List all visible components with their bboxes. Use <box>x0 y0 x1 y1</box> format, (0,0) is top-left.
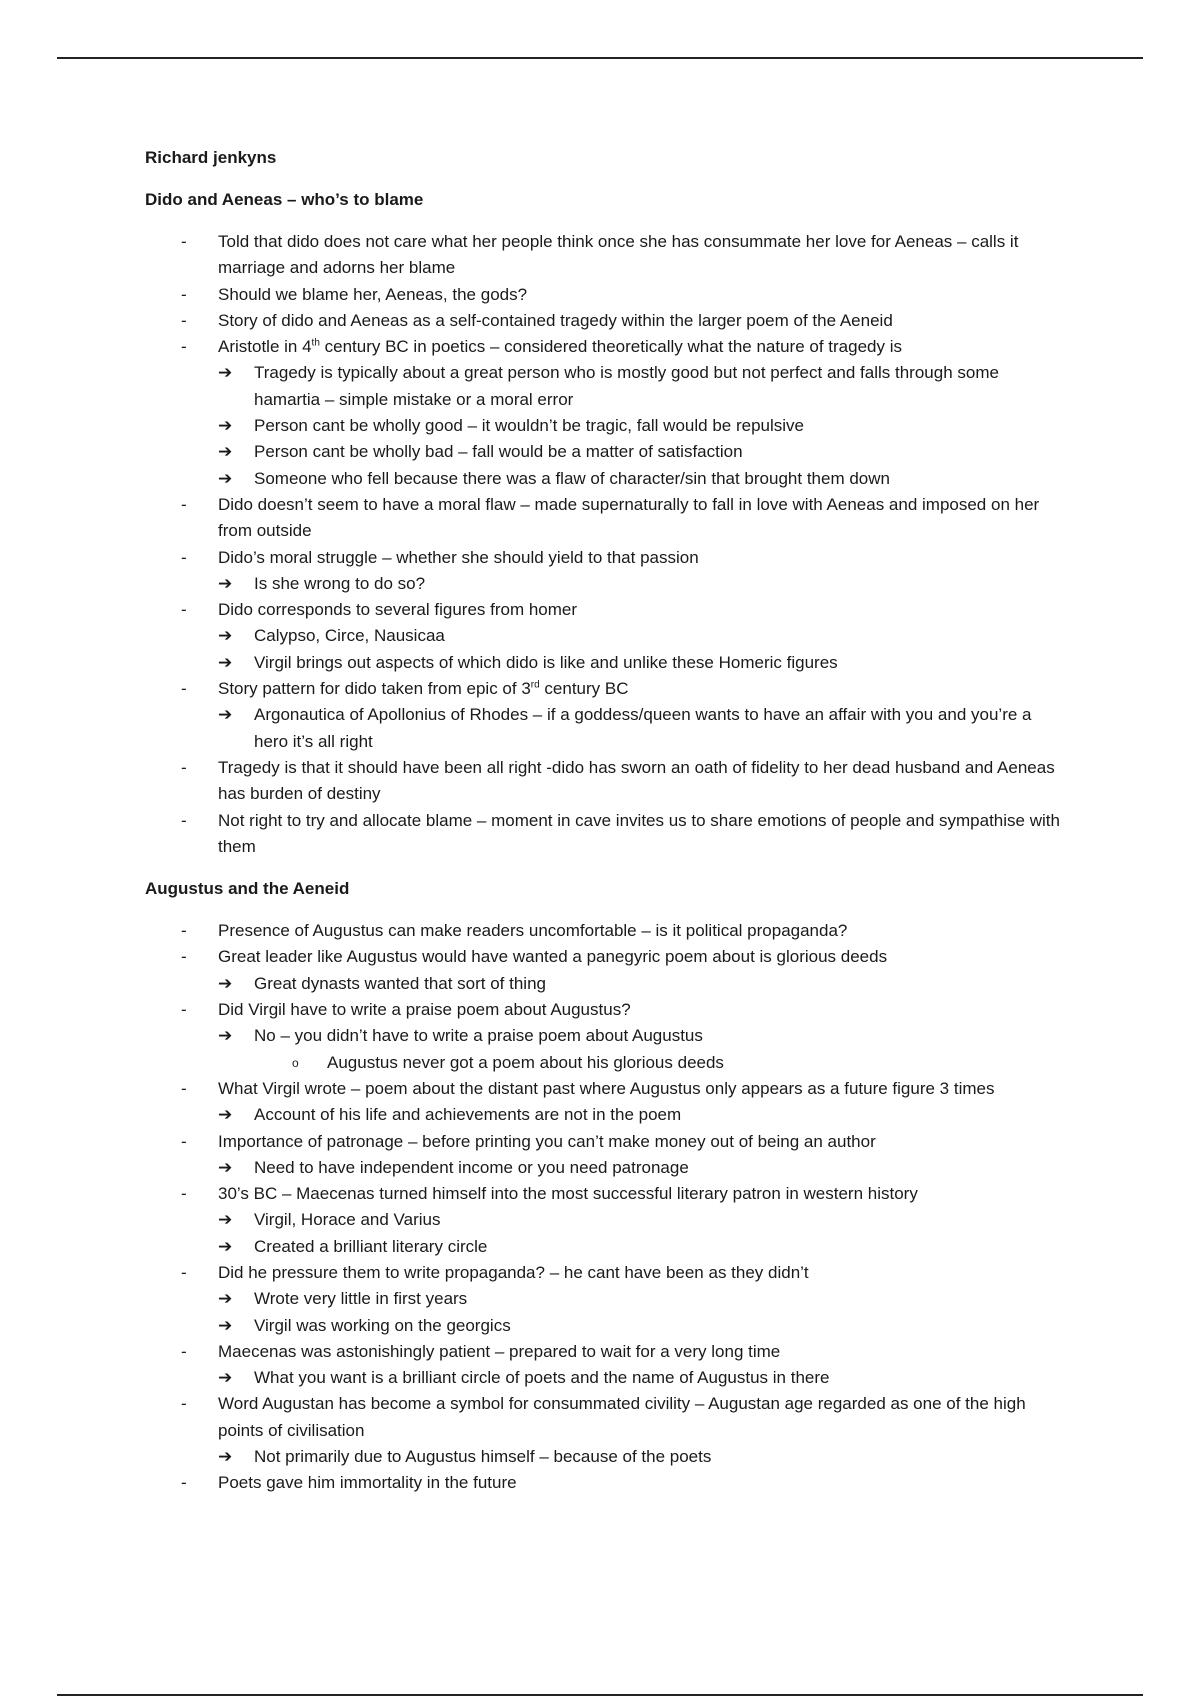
list-item: - Importance of patronage – before printing you can’t make money out of being an author ➔ Need to have independent income or you need patronage <box>145 1129 1065 1182</box>
section-heading: Augustus and the Aeneid <box>145 879 350 899</box>
dash-marker: - <box>181 1131 187 1151</box>
section-heading: Dido and Aeneas – who’s to blame <box>145 190 424 209</box>
header-rule <box>57 57 1143 59</box>
dash-marker: - <box>181 679 187 699</box>
sub-list <box>218 1286 1065 1339</box>
arrow-icon: ➔ <box>218 416 233 436</box>
circle-bullet-icon: o <box>292 1055 299 1070</box>
dash-marker: - <box>181 757 187 777</box>
sub-list <box>218 1155 1065 1181</box>
sub-list-item: ➔ Account of his life and achievements are not in the poem <box>218 1102 1065 1128</box>
dash-marker: - <box>181 1000 187 1020</box>
sub-list-item: ➔ Virgil was working on the georgics <box>218 1313 1065 1339</box>
arrow-icon: ➔ <box>218 1236 233 1256</box>
sub-list-item: ➔ Wrote very little in first years <box>218 1286 1065 1312</box>
sub-sub-list <box>218 1050 1065 1076</box>
sub-list-item: ➔ Argonautica of Apollonius of Rhodes – if a goddess/queen wants to have an affair with you and you’re a hero it’s all right <box>218 702 1065 755</box>
list-item: - Story pattern for dido taken from epic of 3rd century BC ➔ Argonautica of Apollonius of Rhodes – if a goddess/queen wants to have an affair with you and you’re a hero it’s all right <box>145 676 1065 755</box>
list-item: - Maecenas was astonishingly patient – prepared to wait for a very long time ➔ What you want is a brilliant circle of poets and the name of Augustus in there <box>145 1339 1065 1392</box>
arrow-icon: ➔ <box>218 573 233 593</box>
sub-list <box>218 1023 1065 1049</box>
dash-marker: - <box>181 547 187 567</box>
sub-list-item: ➔ Person cant be wholly good – it wouldn’t be tragic, fall would be repulsive <box>218 413 1065 439</box>
dash-marker: - <box>181 947 187 967</box>
dash-marker: - <box>181 310 187 330</box>
arrow-icon: ➔ <box>218 705 233 725</box>
dash-marker: - <box>181 921 187 941</box>
arrow-icon: ➔ <box>218 442 233 462</box>
list-item: - Not right to try and allocate blame – moment in cave invites us to share emotions of people and sympathise with them <box>145 808 1065 861</box>
arrow-icon: ➔ <box>218 1447 233 1467</box>
bullet-list <box>145 229 1065 860</box>
sub-list <box>218 1365 1065 1391</box>
dash-marker: - <box>181 284 187 304</box>
sub-list <box>218 360 1065 491</box>
sub-list <box>218 702 1065 755</box>
sub-list <box>218 971 1065 997</box>
sub-list-item: ➔ Virgil brings out aspects of which dido is like and unlike these Homeric figures <box>218 650 1065 676</box>
list-item: - 30’s BC – Maecenas turned himself into the most successful literary patron in western history ➔ Virgil, Horace and Varius ➔ Created a brilliant literary circle <box>145 1181 1065 1260</box>
arrow-icon: ➔ <box>218 1368 233 1388</box>
dash-marker: - <box>181 1184 187 1204</box>
arrow-icon: ➔ <box>218 973 233 993</box>
list-item: - Poets gave him immortality in the future <box>145 1470 1065 1496</box>
list-item: - Did he pressure them to write propaganda? – he cant have been as they didn’t ➔ Wrote very little in first years ➔ Virgil was working on the georgics <box>145 1260 1065 1339</box>
sub-list <box>218 623 1065 676</box>
dash-marker: - <box>181 810 187 830</box>
arrow-icon: ➔ <box>218 1026 233 1046</box>
arrow-icon: ➔ <box>218 1157 233 1177</box>
dash-marker: - <box>181 337 187 357</box>
sub-list-item: ➔ Tragedy is typically about a great person who is mostly good but not perfect and falls through some hamartia – simple mistake or a moral error <box>218 360 1065 413</box>
sub-list-item: ➔ Need to have independent income or you need patronage <box>218 1155 1065 1181</box>
sub-list-item: ➔ Created a brilliant literary circle <box>218 1234 1065 1260</box>
dash-marker: - <box>181 1341 187 1361</box>
sub-sub-list-item: o Augustus never got a poem about his glorious deeds <box>218 1050 1065 1076</box>
list-item: - Dido corresponds to several figures from homer ➔ Calypso, Circe, Nausicaa ➔ Virgil brings out aspects of which dido is like and unlike these Homeric figures <box>145 597 1065 676</box>
arrow-icon: ➔ <box>218 626 233 646</box>
sub-list <box>218 1102 1065 1128</box>
arrow-icon: ➔ <box>218 1210 233 1230</box>
arrow-icon: ➔ <box>218 652 233 672</box>
list-item: - Aristotle in 4th century BC in poetics – considered theoretically what the nature of tragedy is ➔ Tragedy is typically about a great person who is mostly good but not perfect and falls through some hamartia – simple mistake or a moral error ➔ Person cant be wholly good – it wouldn’t be tragic, fall would be repulsive ➔ Person cant be wholly bad – fall would be a matter of satisfaction ➔ Someone who fell because there was a flaw of character/sin that brought them down <box>145 334 1065 492</box>
list-item: - Story of dido and Aeneas as a self-contained tragedy within the larger poem of the Aeneid <box>145 308 1065 334</box>
sub-list <box>218 1444 1065 1470</box>
sub-list-item: ➔ What you want is a brilliant circle of poets and the name of Augustus in there <box>218 1365 1065 1391</box>
sub-list-item: ➔ Virgil, Horace and Varius <box>218 1207 1065 1233</box>
footer-rule <box>57 1694 1143 1696</box>
bullet-list <box>145 918 1065 1497</box>
sub-list-item: ➔ Is she wrong to do so? <box>218 571 1065 597</box>
list-item: - Told that dido does not care what her people think once she has consummate her love for Aeneas – calls it marriage and adorns her blame <box>145 229 1065 282</box>
sub-list-item: ➔ Calypso, Circe, Nausicaa <box>218 623 1065 649</box>
sub-list <box>218 1207 1065 1260</box>
dash-marker: - <box>181 494 187 514</box>
dash-marker: - <box>181 1078 187 1098</box>
dash-marker: - <box>181 1262 187 1282</box>
author-heading: Richard jenkyns <box>145 148 277 167</box>
arrow-icon: ➔ <box>218 1289 233 1309</box>
arrow-icon: ➔ <box>218 1315 233 1335</box>
sub-list-item: ➔ Great dynasts wanted that sort of thing <box>218 971 1065 997</box>
list-item: - Word Augustan has become a symbol for consummated civility – Augustan age regarded as one of the high points of civilisation ➔ Not primarily due to Augustus himself – because of the poets <box>145 1391 1065 1470</box>
list-item: - Dido doesn’t seem to have a moral flaw – made supernaturally to fall in love with Aeneas and imposed on her from outside <box>145 492 1065 545</box>
document-body <box>145 145 1065 1513</box>
arrow-icon: ➔ <box>218 1105 233 1125</box>
list-item: - Great leader like Augustus would have wanted a panegyric poem about is glorious deeds ➔ Great dynasts wanted that sort of thing <box>145 944 1065 997</box>
list-item: - What Virgil wrote – poem about the distant past where Augustus only appears as a future figure 3 times ➔ Account of his life and achievements are not in the poem <box>145 1076 1065 1129</box>
list-item: - Did Virgil have to write a praise poem about Augustus? ➔ No – you didn’t have to write a praise poem about Augustus o Augustus never got a poem about his glorious deeds <box>145 997 1065 1076</box>
list-item: - Presence of Augustus can make readers uncomfortable – is it political propaganda? <box>145 918 1065 944</box>
arrow-icon: ➔ <box>218 363 233 383</box>
sub-list-item: ➔ Person cant be wholly bad – fall would be a matter of satisfaction <box>218 439 1065 465</box>
sub-list <box>218 571 1065 597</box>
list-item: - Should we blame her, Aeneas, the gods? <box>145 282 1065 308</box>
arrow-icon: ➔ <box>218 468 233 488</box>
sub-list-item: ➔ Not primarily due to Augustus himself – because of the poets <box>218 1444 1065 1470</box>
dash-marker: - <box>181 232 187 251</box>
list-item: - Tragedy is that it should have been all right -dido has sworn an oath of fidelity to her dead husband and Aeneas has burden of destiny <box>145 755 1065 808</box>
dash-marker: - <box>181 1394 187 1414</box>
list-item: - Dido’s moral struggle – whether she should yield to that passion ➔ Is she wrong to do so? <box>145 545 1065 598</box>
sub-list-item: ➔ Someone who fell because there was a flaw of character/sin that brought them down <box>218 466 1065 492</box>
sub-list-item: ➔ No – you didn’t have to write a praise poem about Augustus <box>218 1023 1065 1049</box>
dash-marker: - <box>181 1473 187 1493</box>
dash-marker: - <box>181 600 187 620</box>
